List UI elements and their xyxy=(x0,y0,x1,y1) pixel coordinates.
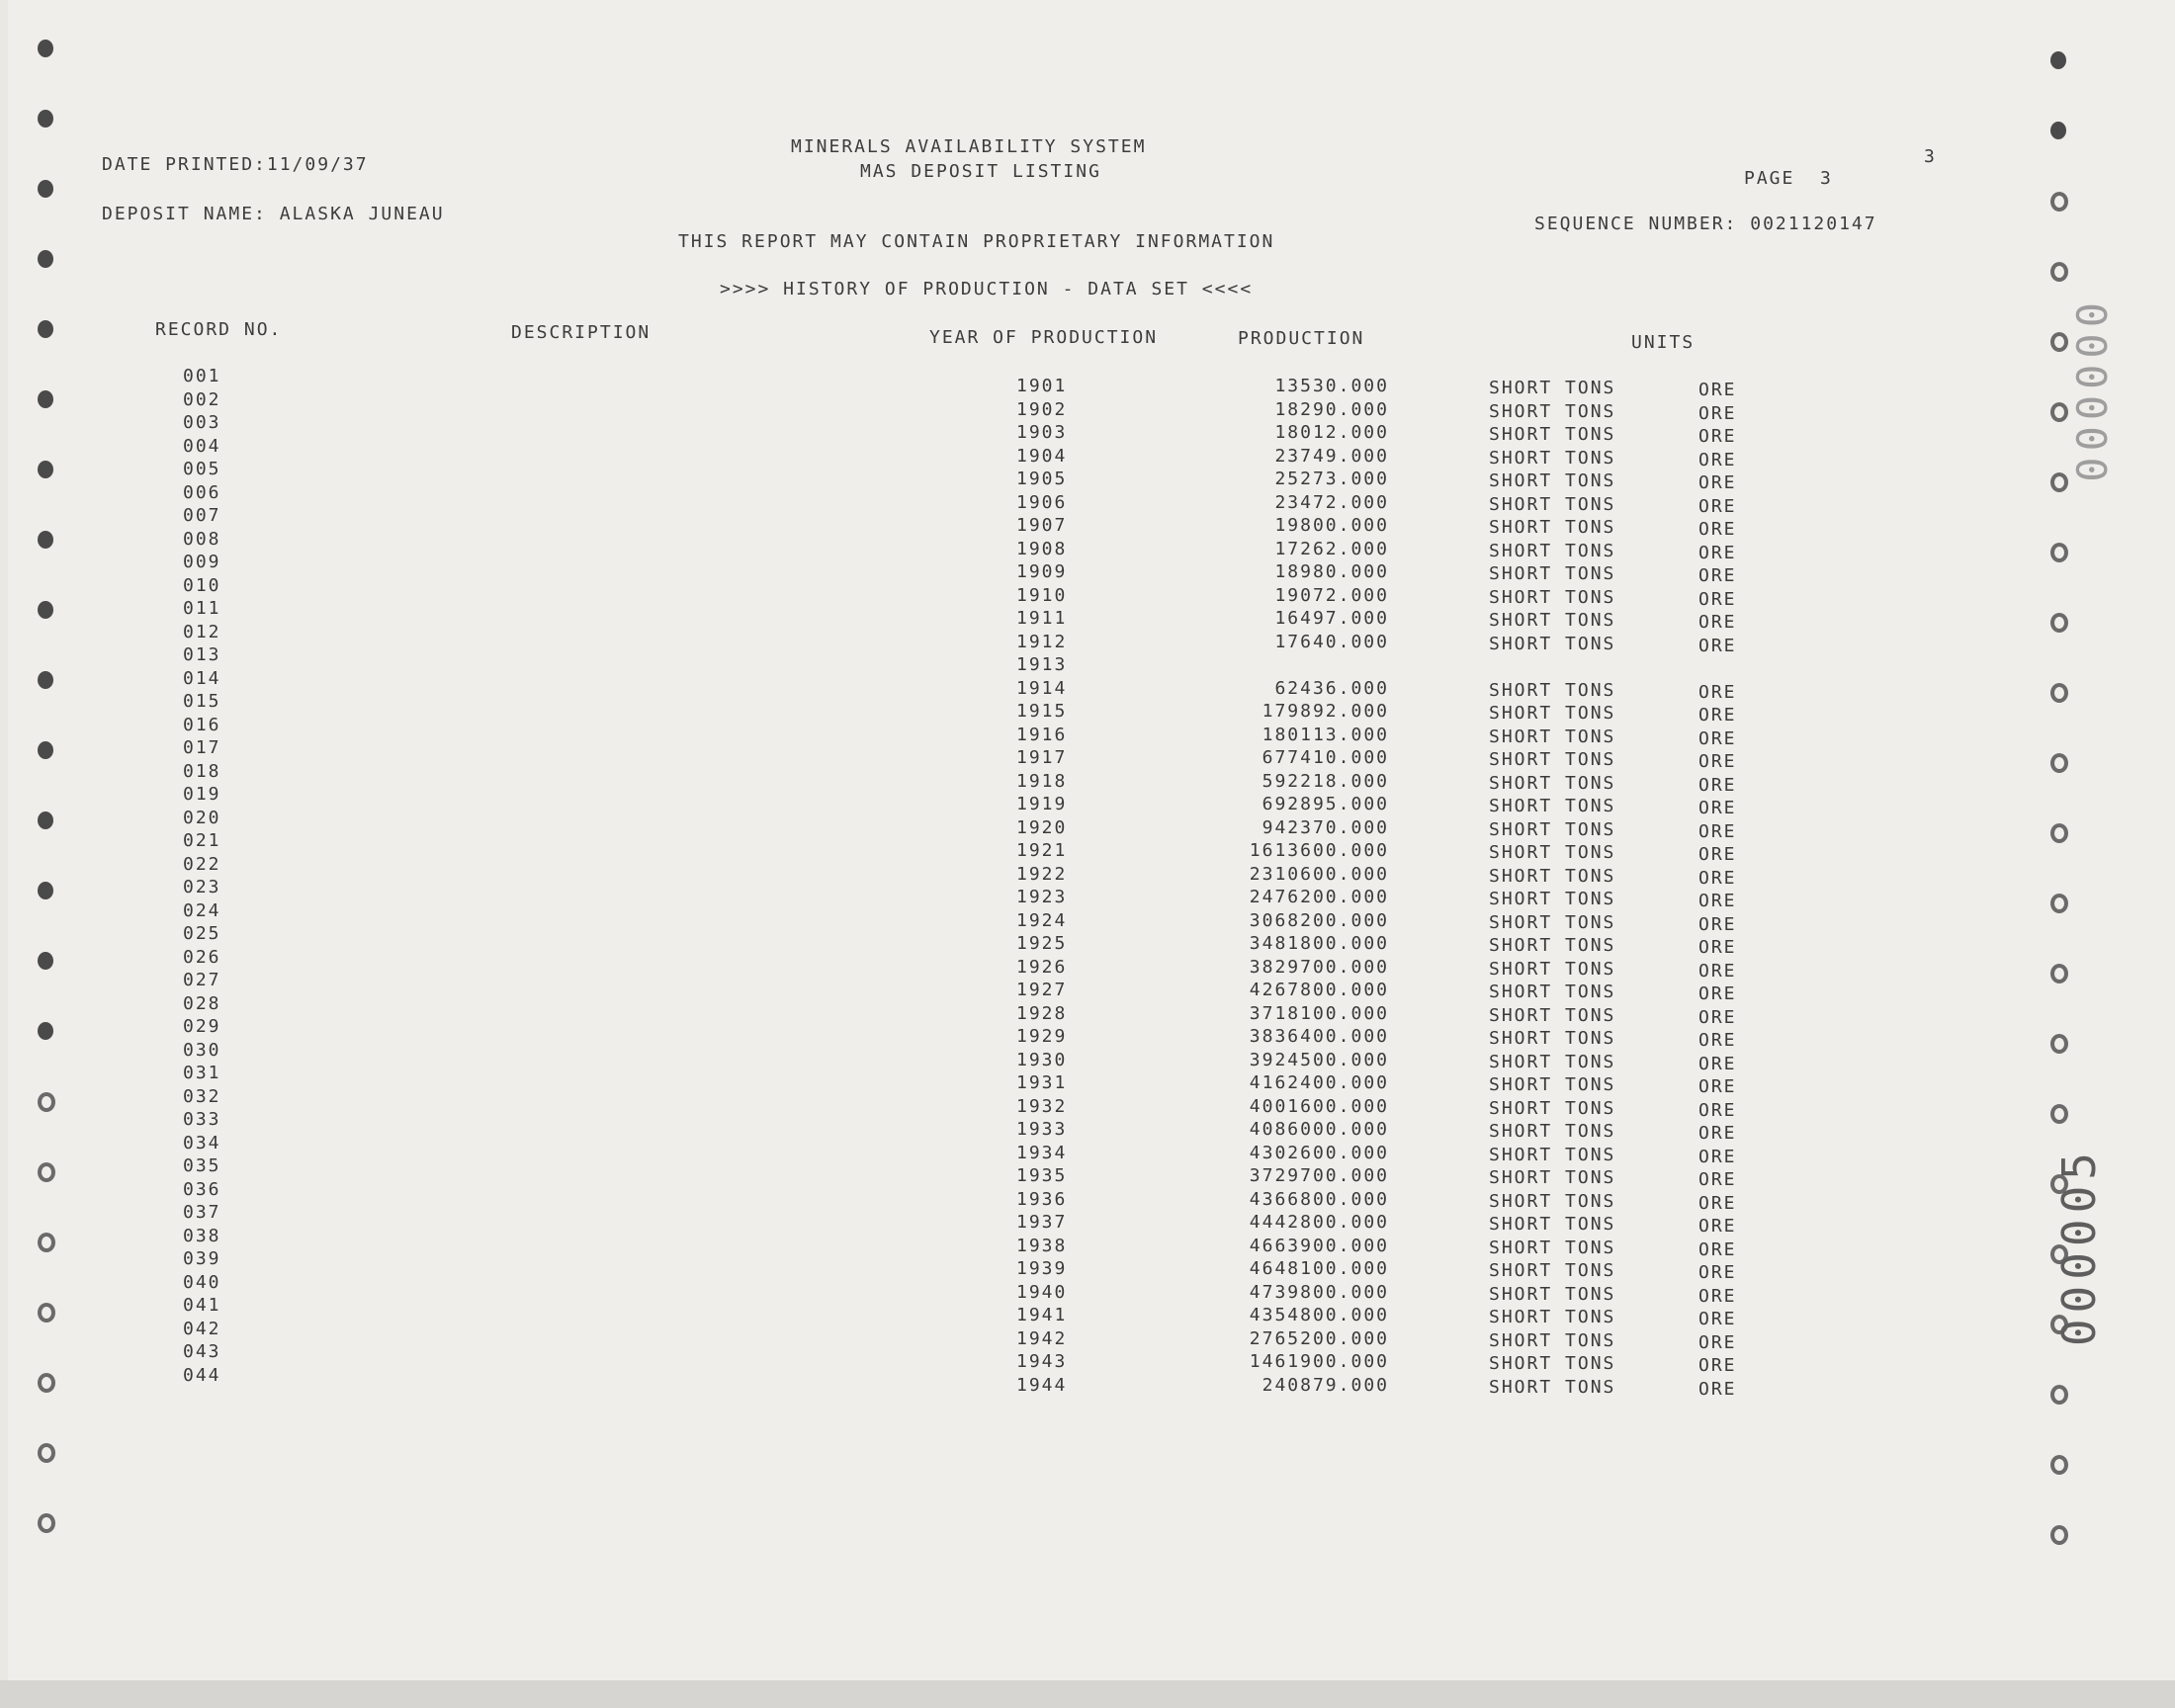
commodity-cell: ORE xyxy=(1698,426,1737,447)
commodity-cell: ORE xyxy=(1698,565,1737,586)
record-no-cell: 009 xyxy=(183,552,221,572)
feed-hole xyxy=(2050,753,2068,773)
column-header-description: DESCRIPTION xyxy=(511,322,652,343)
year-cell: 1933 xyxy=(1016,1119,1068,1140)
production-cell: 62436.000 xyxy=(1274,677,1389,699)
feed-hole xyxy=(38,1233,55,1252)
commodity-cell: ORE xyxy=(1698,798,1737,818)
feed-hole xyxy=(38,1303,55,1323)
record-no-cell: 030 xyxy=(183,1039,221,1061)
year-cell: 1910 xyxy=(1016,584,1068,606)
units-cell: SHORT TONS xyxy=(1489,447,1616,469)
production-cell: 1613600.000 xyxy=(1249,840,1389,861)
commodity-cell: ORE xyxy=(1698,380,1737,400)
year-cell: 1905 xyxy=(1016,469,1068,489)
commodity-cell: ORE xyxy=(1698,1169,1737,1190)
production-cell: 179892.000 xyxy=(1262,701,1389,722)
production-cell: 4663900.000 xyxy=(1249,1235,1389,1256)
feed-hole xyxy=(2050,402,2068,422)
feed-hole xyxy=(2050,1455,2068,1475)
feed-hole xyxy=(2050,1525,2068,1545)
record-no-cell: 032 xyxy=(183,1085,221,1107)
feed-hole xyxy=(38,1162,55,1182)
record-no-cell: 011 xyxy=(183,598,221,619)
units-cell: SHORT TONS xyxy=(1489,1307,1616,1327)
production-cell: 17640.000 xyxy=(1274,631,1389,652)
year-cell: 1918 xyxy=(1016,770,1068,792)
record-no-cell: 031 xyxy=(183,1063,221,1083)
units-cell: SHORT TONS xyxy=(1489,1097,1616,1119)
record-no-cell: 013 xyxy=(183,644,221,665)
year-cell: 1915 xyxy=(1016,701,1068,722)
column-header-year: YEAR OF PRODUCTION xyxy=(929,327,1159,348)
feed-hole xyxy=(38,40,53,57)
units-cell: SHORT TONS xyxy=(1489,679,1616,701)
units-cell: SHORT TONS xyxy=(1489,1051,1616,1072)
production-cell: 4354800.000 xyxy=(1249,1305,1389,1325)
feed-hole xyxy=(2050,543,2068,562)
feed-hole xyxy=(38,882,53,899)
units-cell: SHORT TONS xyxy=(1489,633,1616,654)
production-cell: 17262.000 xyxy=(1274,538,1389,559)
record-no-cell: 019 xyxy=(183,784,221,805)
commodity-cell: ORE xyxy=(1698,1192,1737,1214)
feed-hole xyxy=(38,601,53,619)
production-cell: 25273.000 xyxy=(1274,469,1389,489)
commodity-cell: ORE xyxy=(1698,751,1737,772)
commodity-cell: ORE xyxy=(1698,1309,1737,1329)
units-cell: SHORT TONS xyxy=(1489,1214,1616,1235)
commodity-cell: ORE xyxy=(1698,844,1737,865)
record-no-cell: 022 xyxy=(183,853,221,875)
commodity-cell: ORE xyxy=(1698,913,1737,935)
units-cell: SHORT TONS xyxy=(1489,1329,1616,1351)
production-cell: 3924500.000 xyxy=(1249,1049,1389,1070)
production-cell: 3836400.000 xyxy=(1249,1026,1389,1047)
year-cell: 1911 xyxy=(1016,608,1068,629)
feed-hole xyxy=(2050,1385,2068,1405)
feed-hole xyxy=(38,390,53,408)
record-no-cell: 010 xyxy=(183,574,221,596)
record-no-cell: 001 xyxy=(183,366,221,386)
record-no-cell: 039 xyxy=(183,1248,221,1269)
margin-stamp-lower: 000005 xyxy=(2052,1147,2106,1347)
year-cell: 1919 xyxy=(1016,794,1068,814)
production-cell: 3068200.000 xyxy=(1249,909,1389,931)
commodity-cell: ORE xyxy=(1698,588,1737,610)
year-cell: 1935 xyxy=(1016,1165,1068,1186)
record-no-cell: 016 xyxy=(183,714,221,735)
commodity-cell: ORE xyxy=(1698,960,1737,982)
production-cell: 3729700.000 xyxy=(1249,1165,1389,1186)
date-printed: DATE PRINTED:11/09/37 xyxy=(102,154,369,175)
commodity-cell: ORE xyxy=(1698,774,1737,796)
record-no-cell: 043 xyxy=(183,1341,221,1362)
feed-hole xyxy=(38,811,53,829)
units-cell: SHORT TONS xyxy=(1489,842,1616,863)
production-cell: 2310600.000 xyxy=(1249,863,1389,885)
units-cell: SHORT TONS xyxy=(1489,865,1616,887)
page-corner-number: 3 xyxy=(1924,146,1937,167)
commodity-cell: ORE xyxy=(1698,1146,1737,1167)
feed-hole xyxy=(2050,192,2068,212)
production-cell: 1461900.000 xyxy=(1249,1351,1389,1372)
production-cell: 4086000.000 xyxy=(1249,1119,1389,1140)
commodity-cell: ORE xyxy=(1698,705,1737,726)
production-cell: 4267800.000 xyxy=(1249,980,1389,1000)
proprietary-notice: THIS REPORT MAY CONTAIN PROPRIETARY INFORMATION xyxy=(678,231,1275,252)
record-no-cell: 035 xyxy=(183,1155,221,1176)
year-cell: 1909 xyxy=(1016,561,1068,582)
sequence-number: SEQUENCE NUMBER: 0021120147 xyxy=(1534,214,1877,234)
year-cell: 1917 xyxy=(1016,747,1068,768)
production-cell: 2765200.000 xyxy=(1249,1327,1389,1349)
year-cell: 1902 xyxy=(1016,398,1068,420)
units-cell: SHORT TONS xyxy=(1489,378,1616,398)
production-cell: 18012.000 xyxy=(1274,422,1389,443)
commodity-cell: ORE xyxy=(1698,937,1737,958)
feed-hole xyxy=(38,741,53,759)
production-cell: 19800.000 xyxy=(1274,515,1389,536)
commodity-cell: ORE xyxy=(1698,519,1737,540)
year-cell: 1907 xyxy=(1016,515,1068,536)
units-cell: SHORT TONS xyxy=(1489,1167,1616,1188)
production-cell: 4442800.000 xyxy=(1249,1212,1389,1233)
record-no-cell: 014 xyxy=(183,667,221,689)
record-no-cell: 018 xyxy=(183,760,221,782)
units-cell: SHORT TONS xyxy=(1489,749,1616,770)
commodity-cell: ORE xyxy=(1698,402,1737,424)
units-cell: SHORT TONS xyxy=(1489,540,1616,561)
year-cell: 1904 xyxy=(1016,445,1068,467)
year-cell: 1926 xyxy=(1016,956,1068,978)
units-cell: SHORT TONS xyxy=(1489,493,1616,515)
commodity-cell: ORE xyxy=(1698,1216,1737,1237)
commodity-cell: ORE xyxy=(1698,1285,1737,1307)
year-cell: 1914 xyxy=(1016,677,1068,699)
year-cell: 1903 xyxy=(1016,422,1068,443)
feed-hole xyxy=(38,461,53,478)
commodity-cell: ORE xyxy=(1698,449,1737,470)
year-cell: 1931 xyxy=(1016,1072,1068,1093)
page-label: PAGE 3 xyxy=(1744,168,1833,189)
feed-hole xyxy=(38,1443,55,1463)
margin-stamp-upper: 000000 xyxy=(2068,297,2117,482)
record-no-cell: 027 xyxy=(183,970,221,990)
production-cell: 4366800.000 xyxy=(1249,1188,1389,1210)
units-cell: SHORT TONS xyxy=(1489,517,1616,538)
commodity-cell: ORE xyxy=(1698,681,1737,703)
production-cell: 23749.000 xyxy=(1274,445,1389,467)
feed-hole xyxy=(38,531,53,549)
year-cell: 1934 xyxy=(1016,1142,1068,1163)
commodity-cell: ORE xyxy=(1698,472,1737,493)
units-cell: SHORT TONS xyxy=(1489,424,1616,445)
feed-hole xyxy=(2050,894,2068,913)
production-cell: 23472.000 xyxy=(1274,491,1389,513)
units-cell: SHORT TONS xyxy=(1489,1121,1616,1142)
feed-hole xyxy=(2050,1034,2068,1054)
units-cell: SHORT TONS xyxy=(1489,1283,1616,1305)
year-cell: 1937 xyxy=(1016,1212,1068,1233)
production-cell: 692895.000 xyxy=(1262,794,1389,814)
units-cell: SHORT TONS xyxy=(1489,400,1616,422)
production-cell: 3481800.000 xyxy=(1249,933,1389,954)
year-cell: 1913 xyxy=(1016,654,1068,675)
commodity-cell: ORE xyxy=(1698,1123,1737,1144)
record-no-cell: 004 xyxy=(183,435,221,457)
feed-hole xyxy=(2050,1104,2068,1124)
commodity-cell: ORE xyxy=(1698,820,1737,842)
production-cell: 4302600.000 xyxy=(1249,1142,1389,1163)
units-cell: SHORT TONS xyxy=(1489,726,1616,747)
commodity-cell: ORE xyxy=(1698,635,1737,656)
units-cell: SHORT TONS xyxy=(1489,1074,1616,1095)
commodity-cell: ORE xyxy=(1698,727,1737,749)
feed-hole xyxy=(2050,823,2068,843)
feed-hole xyxy=(2050,472,2068,492)
commodity-cell: ORE xyxy=(1698,1030,1737,1051)
record-no-cell: 006 xyxy=(183,481,221,503)
units-cell: SHORT TONS xyxy=(1489,563,1616,584)
units-cell: SHORT TONS xyxy=(1489,586,1616,608)
record-no-cell: 028 xyxy=(183,992,221,1014)
year-cell: 1936 xyxy=(1016,1188,1068,1210)
record-no-cell: 020 xyxy=(183,807,221,828)
year-cell: 1942 xyxy=(1016,1327,1068,1349)
year-cell: 1924 xyxy=(1016,909,1068,931)
production-cell: 180113.000 xyxy=(1262,724,1389,745)
column-header-production: PRODUCTION xyxy=(1238,328,1365,349)
commodity-cell: ORE xyxy=(1698,1076,1737,1097)
year-cell: 1927 xyxy=(1016,980,1068,1000)
record-no-cell: 003 xyxy=(183,412,221,433)
commodity-cell: ORE xyxy=(1698,495,1737,517)
record-no-cell: 021 xyxy=(183,830,221,851)
units-cell: SHORT TONS xyxy=(1489,1260,1616,1281)
feed-hole xyxy=(38,1373,55,1393)
year-cell: 1923 xyxy=(1016,887,1068,907)
production-cell: 2476200.000 xyxy=(1249,887,1389,907)
production-cell: 19072.000 xyxy=(1274,584,1389,606)
year-cell: 1944 xyxy=(1016,1374,1068,1396)
year-cell: 1930 xyxy=(1016,1049,1068,1070)
production-cell: 4001600.000 xyxy=(1249,1095,1389,1117)
units-cell: SHORT TONS xyxy=(1489,1004,1616,1026)
feed-hole xyxy=(38,180,53,198)
record-no-cell: 012 xyxy=(183,621,221,642)
year-cell: 1940 xyxy=(1016,1281,1068,1303)
commodity-cell: ORE xyxy=(1698,891,1737,911)
feed-hole xyxy=(38,1022,53,1040)
units-cell: SHORT TONS xyxy=(1489,703,1616,724)
units-cell: SHORT TONS xyxy=(1489,889,1616,909)
production-cell: 3829700.000 xyxy=(1249,956,1389,978)
commodity-cell: ORE xyxy=(1698,612,1737,633)
year-cell: 1912 xyxy=(1016,631,1068,652)
commodity-cell: ORE xyxy=(1698,867,1737,889)
units-cell: SHORT TONS xyxy=(1489,958,1616,980)
column-header-record-no: RECORD NO. xyxy=(155,319,283,340)
units-cell: SHORT TONS xyxy=(1489,1190,1616,1212)
record-no-cell: 036 xyxy=(183,1178,221,1200)
commodity-cell: ORE xyxy=(1698,542,1737,563)
production-cell: 592218.000 xyxy=(1262,770,1389,792)
production-cell: 942370.000 xyxy=(1262,816,1389,838)
column-header-units: UNITS xyxy=(1631,332,1696,353)
year-cell: 1939 xyxy=(1016,1258,1068,1279)
record-no-cell: 037 xyxy=(183,1202,221,1223)
record-no-cell: 025 xyxy=(183,923,221,944)
record-no-cell: 041 xyxy=(183,1295,221,1316)
year-cell: 1938 xyxy=(1016,1235,1068,1256)
record-no-cell: 008 xyxy=(183,528,221,550)
feed-hole xyxy=(2050,964,2068,983)
record-no-cell: 038 xyxy=(183,1225,221,1246)
printout-page xyxy=(8,0,2175,1680)
production-cell: 13530.000 xyxy=(1274,376,1389,396)
year-cell: 1928 xyxy=(1016,1002,1068,1024)
feed-hole xyxy=(2050,122,2066,139)
production-cell: 3718100.000 xyxy=(1249,1002,1389,1024)
commodity-cell: ORE xyxy=(1698,1006,1737,1028)
year-cell: 1943 xyxy=(1016,1351,1068,1372)
section-title: >>>> HISTORY OF PRODUCTION - DATA SET <<<< xyxy=(720,279,1254,299)
production-cell: 16497.000 xyxy=(1274,608,1389,629)
feed-hole xyxy=(38,1092,55,1112)
units-cell: SHORT TONS xyxy=(1489,610,1616,631)
scan-margin xyxy=(0,1680,2175,1708)
record-no-cell: 005 xyxy=(183,459,221,479)
feed-hole xyxy=(38,1513,55,1533)
commodity-cell: ORE xyxy=(1698,1331,1737,1353)
record-no-cell: 026 xyxy=(183,946,221,968)
feed-hole xyxy=(38,952,53,970)
commodity-cell: ORE xyxy=(1698,1099,1737,1121)
year-cell: 1929 xyxy=(1016,1026,1068,1047)
year-cell: 1932 xyxy=(1016,1095,1068,1117)
units-cell: SHORT TONS xyxy=(1489,911,1616,933)
record-no-cell: 044 xyxy=(183,1364,221,1386)
feed-hole xyxy=(38,671,53,689)
record-no-cell: 002 xyxy=(183,388,221,410)
commodity-cell: ORE xyxy=(1698,1355,1737,1376)
production-cell: 18980.000 xyxy=(1274,561,1389,582)
year-cell: 1901 xyxy=(1016,376,1068,396)
units-cell: SHORT TONS xyxy=(1489,818,1616,840)
units-cell: SHORT TONS xyxy=(1489,470,1616,491)
units-cell: SHORT TONS xyxy=(1489,1237,1616,1258)
year-cell: 1908 xyxy=(1016,538,1068,559)
units-cell: SHORT TONS xyxy=(1489,1353,1616,1374)
production-cell: 240879.000 xyxy=(1262,1374,1389,1396)
units-cell: SHORT TONS xyxy=(1489,1376,1616,1398)
feed-hole xyxy=(2050,613,2068,633)
record-no-cell: 034 xyxy=(183,1132,221,1153)
deposit-name: DEPOSIT NAME: ALASKA JUNEAU xyxy=(102,204,445,224)
record-no-cell: 017 xyxy=(183,737,221,758)
year-cell: 1906 xyxy=(1016,491,1068,513)
production-cell: 18290.000 xyxy=(1274,398,1389,420)
year-cell: 1925 xyxy=(1016,933,1068,954)
units-cell: SHORT TONS xyxy=(1489,1028,1616,1049)
production-cell: 4162400.000 xyxy=(1249,1072,1389,1093)
production-cell: 4739800.000 xyxy=(1249,1281,1389,1303)
commodity-cell: ORE xyxy=(1698,1378,1737,1400)
feed-hole xyxy=(2050,683,2068,703)
units-cell: SHORT TONS xyxy=(1489,772,1616,794)
record-no-cell: 040 xyxy=(183,1271,221,1293)
feed-hole xyxy=(38,250,53,268)
feed-hole xyxy=(2050,51,2066,69)
record-no-cell: 015 xyxy=(183,691,221,712)
commodity-cell: ORE xyxy=(1698,983,1737,1004)
record-no-cell: 024 xyxy=(183,899,221,921)
record-no-cell: 029 xyxy=(183,1016,221,1037)
units-cell: SHORT TONS xyxy=(1489,982,1616,1002)
record-no-cell: 042 xyxy=(183,1318,221,1339)
record-no-cell: 007 xyxy=(183,505,221,526)
units-cell: SHORT TONS xyxy=(1489,1144,1616,1165)
year-cell: 1941 xyxy=(1016,1305,1068,1325)
commodity-cell: ORE xyxy=(1698,1053,1737,1074)
production-cell: 4648100.000 xyxy=(1249,1258,1389,1279)
feed-hole xyxy=(2050,262,2068,282)
record-no-cell: 023 xyxy=(183,877,221,897)
year-cell: 1922 xyxy=(1016,863,1068,885)
year-cell: 1920 xyxy=(1016,816,1068,838)
units-cell: SHORT TONS xyxy=(1489,935,1616,956)
listing-title: MAS DEPOSIT LISTING xyxy=(860,161,1101,182)
system-title: MINERALS AVAILABILITY SYSTEM xyxy=(791,136,1147,157)
feed-hole xyxy=(2050,332,2068,352)
commodity-cell: ORE xyxy=(1698,1262,1737,1283)
year-cell: 1916 xyxy=(1016,724,1068,745)
feed-hole xyxy=(38,320,53,338)
production-cell: 677410.000 xyxy=(1262,747,1389,768)
year-cell: 1921 xyxy=(1016,840,1068,861)
units-cell: SHORT TONS xyxy=(1489,796,1616,816)
feed-hole xyxy=(38,110,53,128)
record-no-cell: 033 xyxy=(183,1109,221,1130)
commodity-cell: ORE xyxy=(1698,1238,1737,1260)
